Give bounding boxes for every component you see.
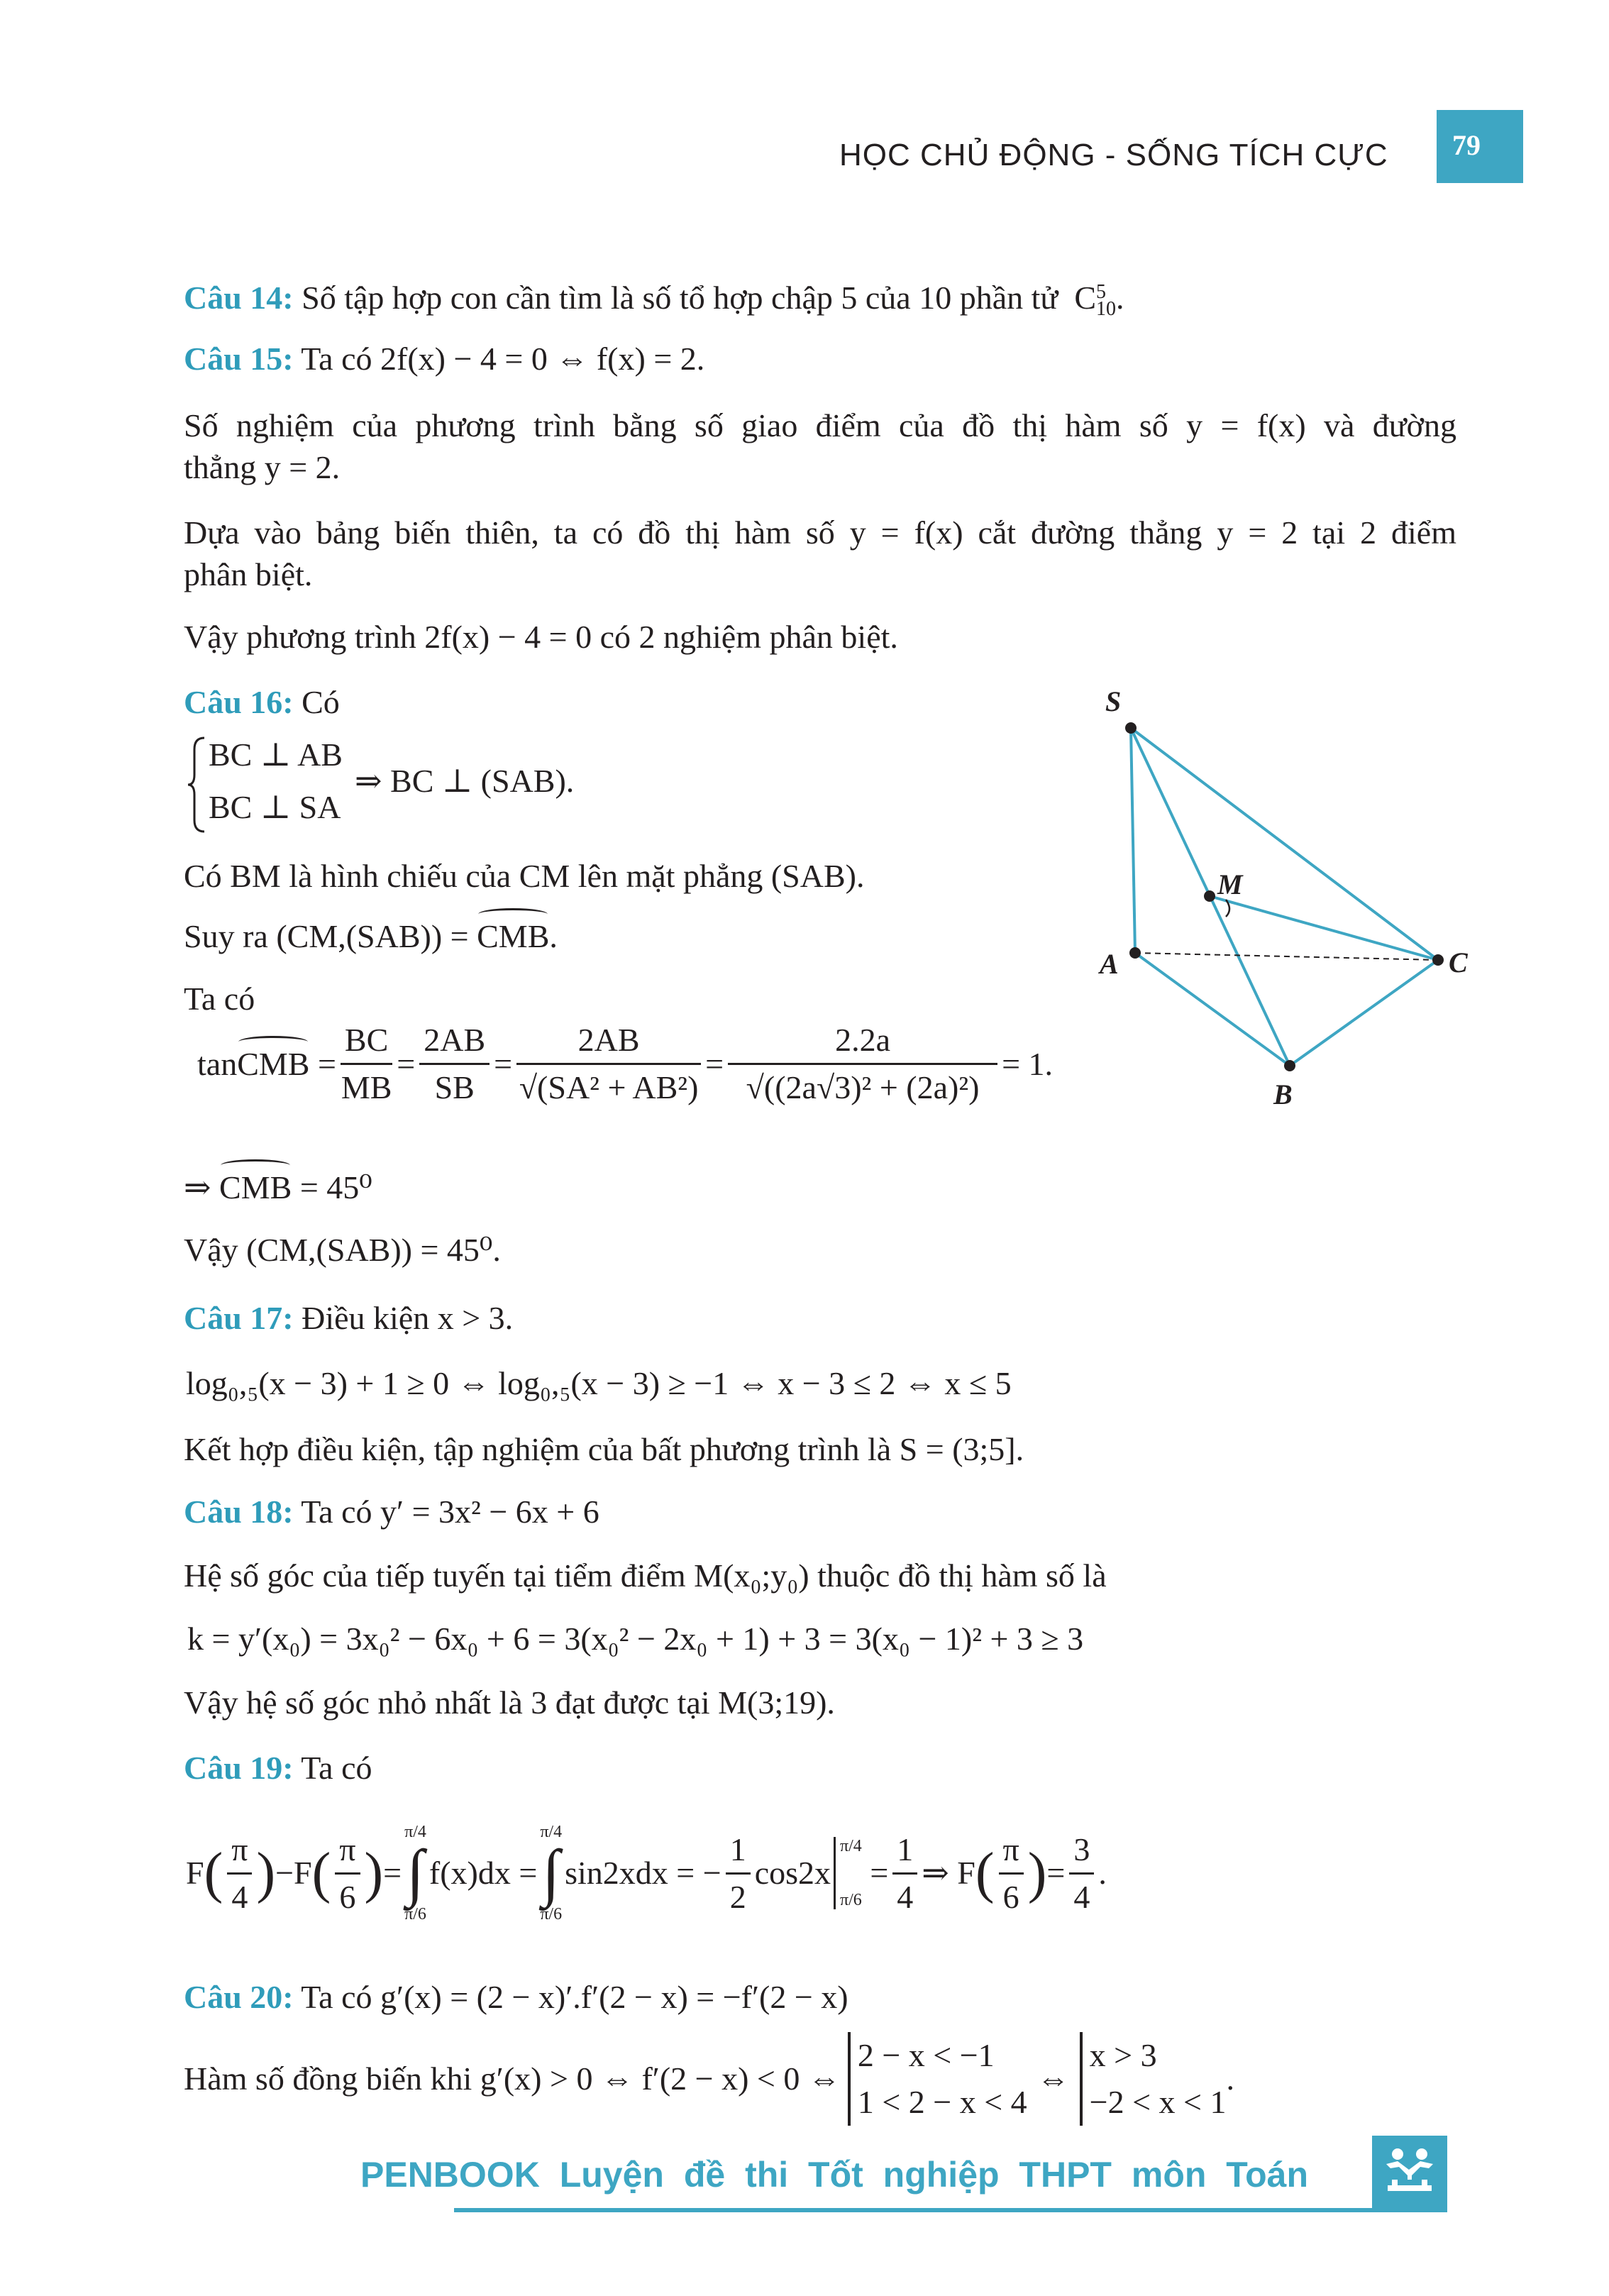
q16-line2: Có BM là hình chiếu của CM lên mặt phẳng (SAB). [184, 858, 865, 894]
tan-angle: CMB [237, 1044, 309, 1084]
frac-22a-sqrt: $\frac{2.2a}{\text{√((2a√3)² + (2a)²)}}$ [728, 1020, 997, 1108]
label-S: S [1105, 685, 1122, 717]
q14-text: Số tập hợp con cần tìm là số tổ hợp chập 5 của 10 phần tử [302, 280, 1058, 316]
q15-line5: phân biệt. [184, 556, 313, 592]
footer-text: PENBOOK Luyện đề thi Tốt nghiệp THPT môn Toán [360, 2155, 1309, 2195]
q16-line3-text: Suy ra (CM,(SAB)) = [184, 918, 469, 954]
q17-line2: log₀,₅(x − 3) + 1 ≥ 0 ⇔ log₀,₅(x − 3) ≥ −1 ⇔ x − 3 ≤ 2 ⇔ x ≤ 5 [186, 1365, 1012, 1401]
label-C: C [1449, 946, 1468, 978]
q18-line1: Câu 18: Ta có y′ = 3x² − 6x + 6 [184, 1494, 599, 1530]
label-B: B [1273, 1078, 1293, 1110]
q18-line3: k = y′(x₀) = 3x₀² − 6x₀ + 6 = 3(x₀² − 2x₀ + 1) + 3 = 3(x₀ − 1)² + 3 ≥ 3 [187, 1621, 1084, 1657]
q20-line1: Câu 20: Ta có g′(x) = (2 − x)′.f′(2 − x) = −f′(2 − x) [184, 1979, 848, 2015]
q14-sub: 10 [1096, 298, 1117, 321]
q17-line3: Kết hợp điều kiện, tập nghiệm của bất phương trình là S = (3;5]. [184, 1431, 1024, 1467]
q18-label: Câu 18: [184, 1494, 294, 1530]
q18-line4: Vậy hệ số góc nhỏ nhất là 3 đạt được tại M(3;19). [184, 1684, 835, 1721]
q15-line1 [184, 339, 704, 379]
q19-label: Câu 19: [184, 1750, 294, 1786]
system-brace [186, 735, 207, 834]
q16-sys-result: ⇒ BC ⊥ (SAB). [355, 763, 575, 799]
frac-2ab-sb: $\frac{2AB}{SB}$ [419, 1020, 490, 1108]
tan-label: tan [197, 1045, 238, 1082]
penbook-logo-icon [1372, 2136, 1447, 2208]
q18-line2: Hệ số góc của tiếp tuyến tại tiểm điểm M(x₀;y₀) thuộc đồ thị hàm số là [184, 1557, 1107, 1594]
running-header: HỌC CHỦ ĐỘNG - SỐNG TÍCH CỰC [839, 138, 1388, 172]
q19-line1: Câu 19: Ta có [184, 1750, 372, 1786]
q17-line1: Câu 17: Điều kiện x > 3. [184, 1300, 514, 1336]
case-bracket-2: x > 3 −2 < x < 1 [1080, 2032, 1227, 2126]
q16-label: Câu 16: [184, 684, 294, 720]
q16-sys2: BC ⊥ SA [209, 789, 341, 825]
q16-line4: Ta có [184, 981, 255, 1017]
integral-2: π/4 ∫ π/6 [540, 1823, 563, 1924]
q19-equation: F ( $\frac{\pi}{4}$ ) −F ( $\frac{\pi}{6}$ ) = π/4 ∫ π/6 f(x)dx = π/4 ∫ π/6 sin2xdx = − $\frac{1}{2}$ cos2x π/4 π/6 = $\frac{1}{4}$ ⇒ F ( $\frac{\pi}{6}$ ) = $\frac{3}{4}$ . [186, 1823, 1107, 1924]
q16-sys1: BC ⊥ AB [209, 736, 343, 773]
frac-2ab-sqrt: $\frac{2AB}{\text{√(SA² + AB²)}}$ [516, 1020, 701, 1108]
q16-line6: Vậy (CM,(SAB)) = 45⁰. [184, 1232, 501, 1268]
q17-label: Câu 17: [184, 1300, 294, 1336]
angle-CMB-2: CMB [219, 1168, 292, 1208]
q20-line2: Hàm số đồng biến khi g′(x) > 0 ⇔ f′(2 − x) < 0 ⇔ 2 − x < −1 1 < 2 − x < 4 ⇔ x > 3 −2 < x < 1 . [184, 2029, 1234, 2129]
q16-line3: Suy ra (CM,(SAB)) = CMB. [184, 917, 558, 956]
q15-line6: Vậy phương trình 2f(x) − 4 = 0 có 2 nghiệm phân biệt. [184, 619, 898, 655]
q15-line3: thẳng y = 2. [184, 449, 341, 485]
q15-text1: Ta có 2f(x) − 4 = 0 ⇔ f(x) = 2. [301, 341, 705, 377]
q16-tan-equation: tan CMB = $\frac{BC}{MB}$ = $\frac{2AB}{SB}$ = $\frac{2AB}{\text{√(SA² + AB²)}}$ = $\frac{2.2a}{\text{√((2a√3)² + (2a)²)}}$ = 1. [197, 1020, 1053, 1108]
q14-sup: 5 [1096, 281, 1107, 304]
q15-label: Câu 15: [184, 341, 294, 377]
angle-CMB: CMB [477, 917, 549, 956]
case-bracket-1: 2 − x < −1 1 < 2 − x < 4 [848, 2032, 1027, 2126]
footer-rule [454, 2208, 1447, 2212]
q14-C: C [1074, 280, 1097, 316]
q16-line5: ⇒ CMB = 45⁰ [184, 1168, 372, 1208]
label-M: M [1217, 868, 1243, 900]
page-number-box [1437, 110, 1523, 183]
q15-line2: Số nghiệm của phương trình bằng số giao điểm của đồ thị hàm số y = f(x) và đường [184, 407, 1456, 443]
pyramid-figure [1085, 681, 1483, 1121]
tan-result: = 1. [1002, 1045, 1054, 1082]
q14-label: Câu 14: [184, 280, 294, 316]
q15-line4: Dựa vào bảng biến thiên, ta có đồ thị hàm số y = f(x) cắt đường thẳng y = 2 tại 2 điểm [184, 514, 1456, 551]
eval-bar: π/4 π/6 [834, 1837, 862, 1909]
q16-intro: Có [302, 684, 340, 720]
integral-1: π/4 ∫ π/6 [404, 1823, 426, 1924]
frac-bc-mb: $\frac{BC}{MB}$ [341, 1022, 392, 1105]
label-A: A [1100, 948, 1119, 980]
q20-label: Câu 20: [184, 1979, 294, 2015]
page-number: 79 [1452, 129, 1481, 161]
q16-line1 [184, 683, 340, 722]
q14-line: Câu 14: Số tập hợp con cần tìm là số tổ hợp chập 5 của 10 phần tử C 5 10 . [184, 280, 1124, 321]
